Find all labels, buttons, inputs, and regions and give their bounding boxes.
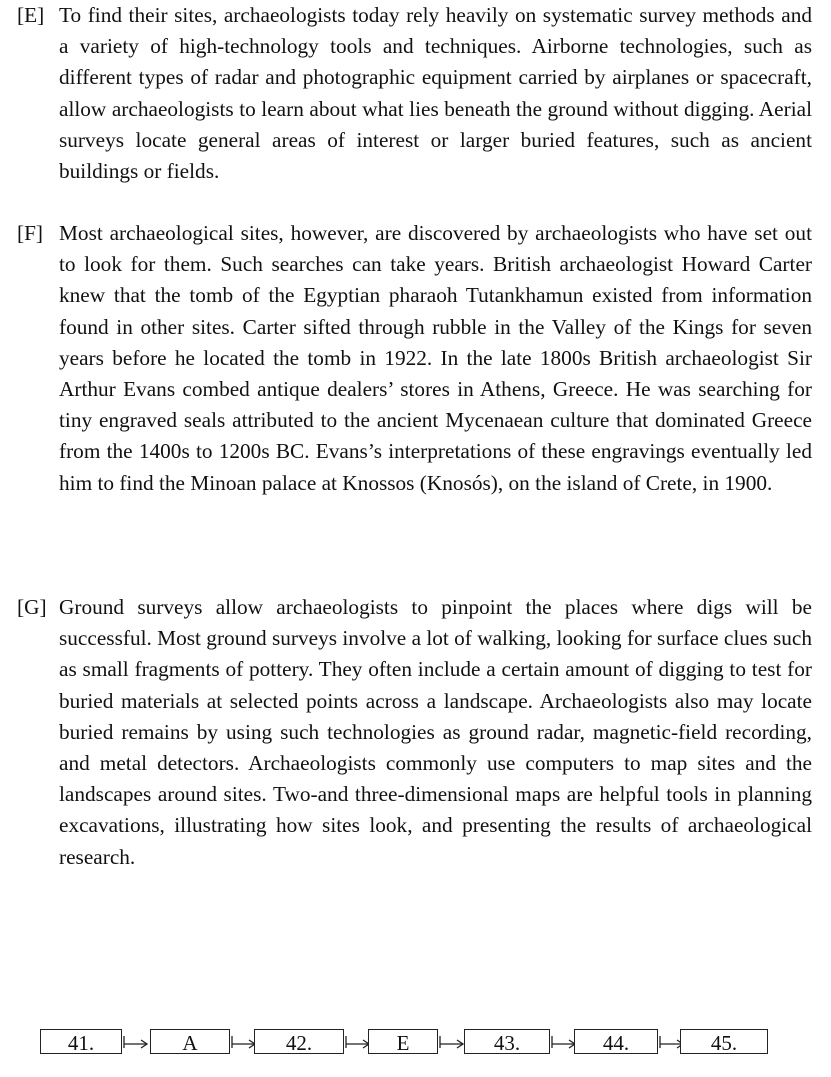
paragraph-text: To find their sites, archaeologists today rely heavily on systematic survey methods and a variety of high-technology tools and techniques. Airborne technologies, such as different types of radar and photographic equipment carried by airplanes or spacecraft, allow archaeologists to learn about what lies beneath the ground without digging. Aerial surveys locate general areas of interest or larger buried features, such as ancient buildings or fields. xyxy=(59,3,812,184)
paragraph-e xyxy=(17,0,812,187)
sequence-box: 44. xyxy=(574,1029,658,1054)
paragraph-label: [E] xyxy=(17,3,45,27)
paragraph-f xyxy=(17,218,812,499)
sequence-box: 42. xyxy=(254,1029,344,1054)
paragraph-text: Most archaeological sites, however, are discovered by archaeologists who have set out to look for them. Such searches can take years. British archaeologist Howard Carter knew that the tomb of the Egyptian pharaoh Tutankhamun existed from information found in other sites. Carter sifted through rubble in the Valley of the Kings for seven years before he located the tomb in 1922. In the late 1800s British archaeologist Sir Arthur Evans combed antique dealers’ stores in Athens, Greece. He was searching for tiny engraved seals attributed to the ancient Mycenaean culture that dominated Greece from the 1400s to 1200s BC. Evans’s interpretations of these engravings eventually led him to find the Minoan palace at Knossos (Knosós), on the island of Crete, in 1900. xyxy=(59,221,812,495)
paragraph-label: [F] xyxy=(17,221,44,245)
paragraph-g xyxy=(17,592,812,873)
sequence-box: 43. xyxy=(464,1029,550,1054)
paragraph-order-sequence xyxy=(40,1029,768,1056)
right-arrow-icon xyxy=(438,1033,466,1051)
right-arrow-icon xyxy=(122,1033,150,1051)
sequence-box: 41. xyxy=(40,1029,122,1054)
paragraph-text: Ground surveys allow archaeologists to pinpoint the places where digs will be successful. Most ground surveys involve a lot of walking, looking for surface clues such as small fragments of pottery. They often include a certain amount of digging to test for buried materials at selected points across a landscape. Archaeologists also may locate buried remains by using such technologies as ground radar, magnetic-field recording, and metal detectors. Archaeologists commonly use computers to map sites and the landscapes around sites. Two-and three-dimensional maps are helpful tools in planning excavations, illustrating how sites look, and presenting the results of archaeological research. xyxy=(59,595,812,869)
sequence-box: E xyxy=(368,1029,438,1054)
paragraph-label: [G] xyxy=(17,595,47,619)
sequence-box: A xyxy=(150,1029,230,1054)
sequence-box: 45. xyxy=(680,1029,768,1054)
